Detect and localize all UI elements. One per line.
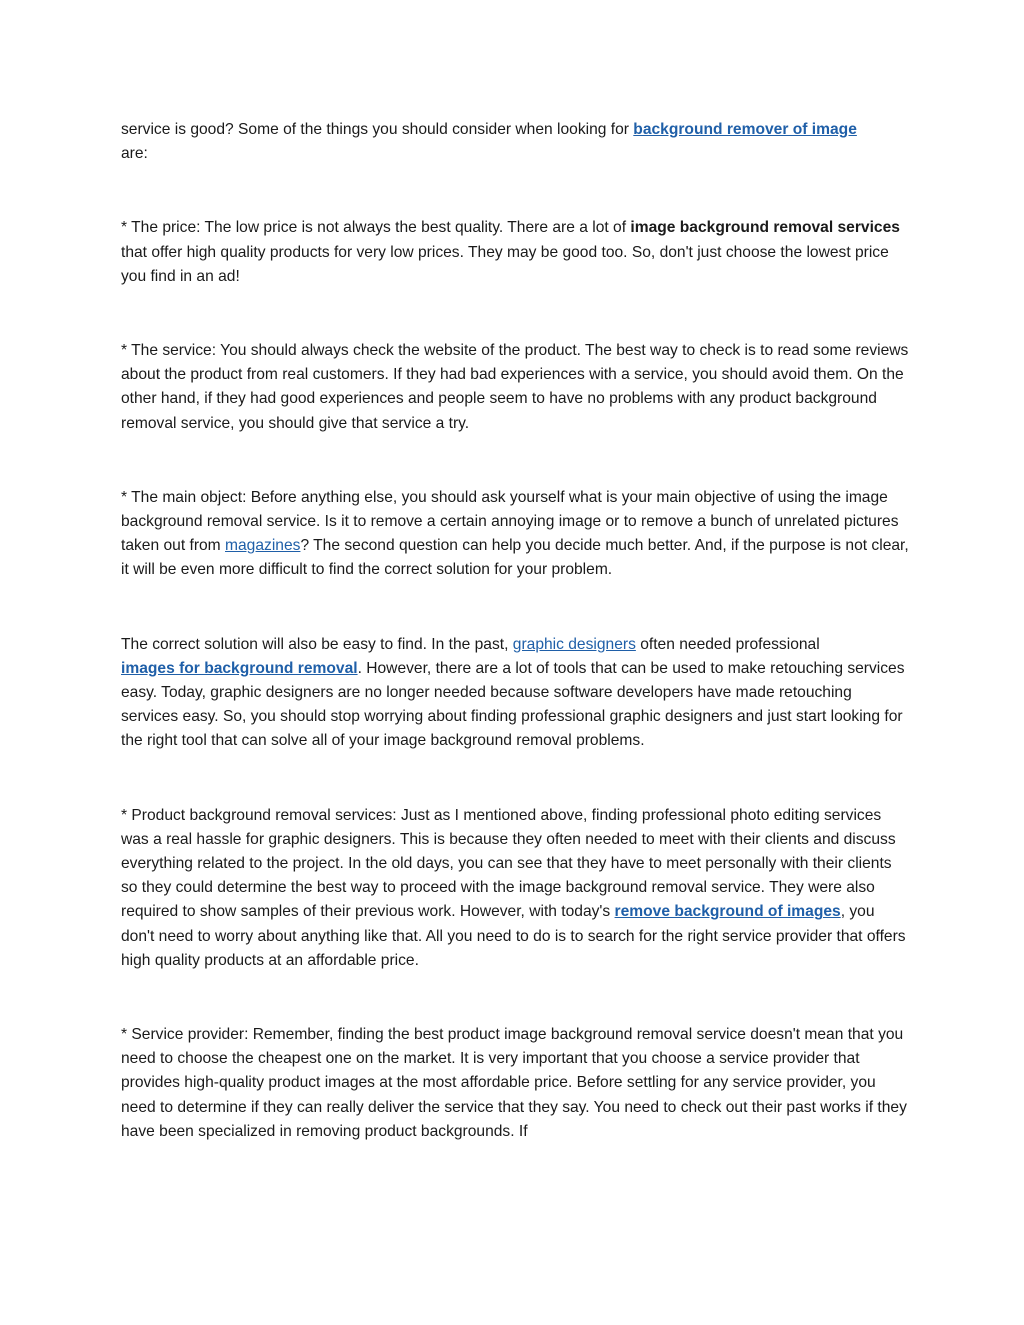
text: * Service provider: Remember, finding the best product image background removal service doesn't mean that you need to choose the cheapest one on the market. It is very important that you choose a service provider that provides high-quality product images at the most affordable price. Before settling for any service provider, you need to determine if they can really deliver the service that they say. You need to check out their past works if they have been specialized in removing product backgrounds. If: [121, 1026, 907, 1140]
bold-text-image-background-removal-services: image background removal services: [630, 219, 900, 237]
text: * The service: You should always check the website of the product. The best way to check is to read some reviews about the product from real customers. If they had bad experiences with a service, you should avoid them. On the other hand, if they had good experiences and people seem to have no problems with any product background removal service, you should give that service a try.: [121, 342, 909, 432]
paragraph-service: [121, 339, 911, 436]
link-graphic-designers[interactable]: graphic designers: [512, 635, 636, 653]
paragraph-price: [121, 216, 911, 289]
document-page: [121, 118, 911, 1194]
text: ? The second question can help you decide much better. And, if the purpose is not clear, it will be even more difficult to find the correct solution for your problem.: [121, 537, 909, 579]
text: * The main object: Before anything else, you should ask yourself what is your main objective of using the image background removal service. Is it to remove a certain annoying image or to remove a bunch of unrelated pictures taken out from: [121, 488, 899, 555]
text: The correct solution will also be easy to find. In the past,: [121, 635, 513, 653]
paragraph-correct-solution: [121, 633, 911, 754]
text: , you don't need to worry about anything like that. All you need to do is to search for the right service provider that offers high quality products at an affordable price.: [121, 903, 906, 969]
text: are:: [121, 145, 148, 163]
link-background-remover-of-image[interactable]: background remover of image: [633, 121, 857, 138]
link-magazines[interactable]: magazines: [225, 537, 301, 555]
text: . However, there are a lot of tools that can be used to make retouching services easy. Today, graphic designers are no longer needed because software developers have made retouching services easy. So, you should stop worrying about finding professional graphic designers and just start looking for the right tool that can solve all of your image background removal problems.: [121, 659, 905, 750]
text: * Product background removal services: Just as I mentioned above, finding professional photo editing services was a real hassle for graphic designers. This is because they often needed to meet with their clients and discuss everything related to the project. In the old days, you can see that they have to meet personally with their clients so they could determine the best way to proceed with the image background removal service. They were also required to show samples of their previous work. However, with today's: [121, 806, 896, 921]
text: service is good? Some of the things you should consider when looking for: [121, 121, 634, 138]
text: often needed professional: [635, 635, 820, 653]
paragraph-intro: [121, 118, 911, 166]
link-remove-background-of-images[interactable]: remove background of images: [614, 903, 841, 921]
text: * The price: The low price is not always the best quality. There are a lot of: [121, 219, 631, 237]
paragraph-product-background-removal: [121, 804, 911, 973]
text: that offer high quality products for very low prices. They may be good too. So, don't just choose the lowest price you find in an ad!: [121, 243, 889, 285]
paragraph-main-object: [121, 486, 911, 583]
link-images-for-background-removal[interactable]: images for background removal: [121, 659, 358, 677]
paragraph-service-provider: [121, 1023, 911, 1144]
